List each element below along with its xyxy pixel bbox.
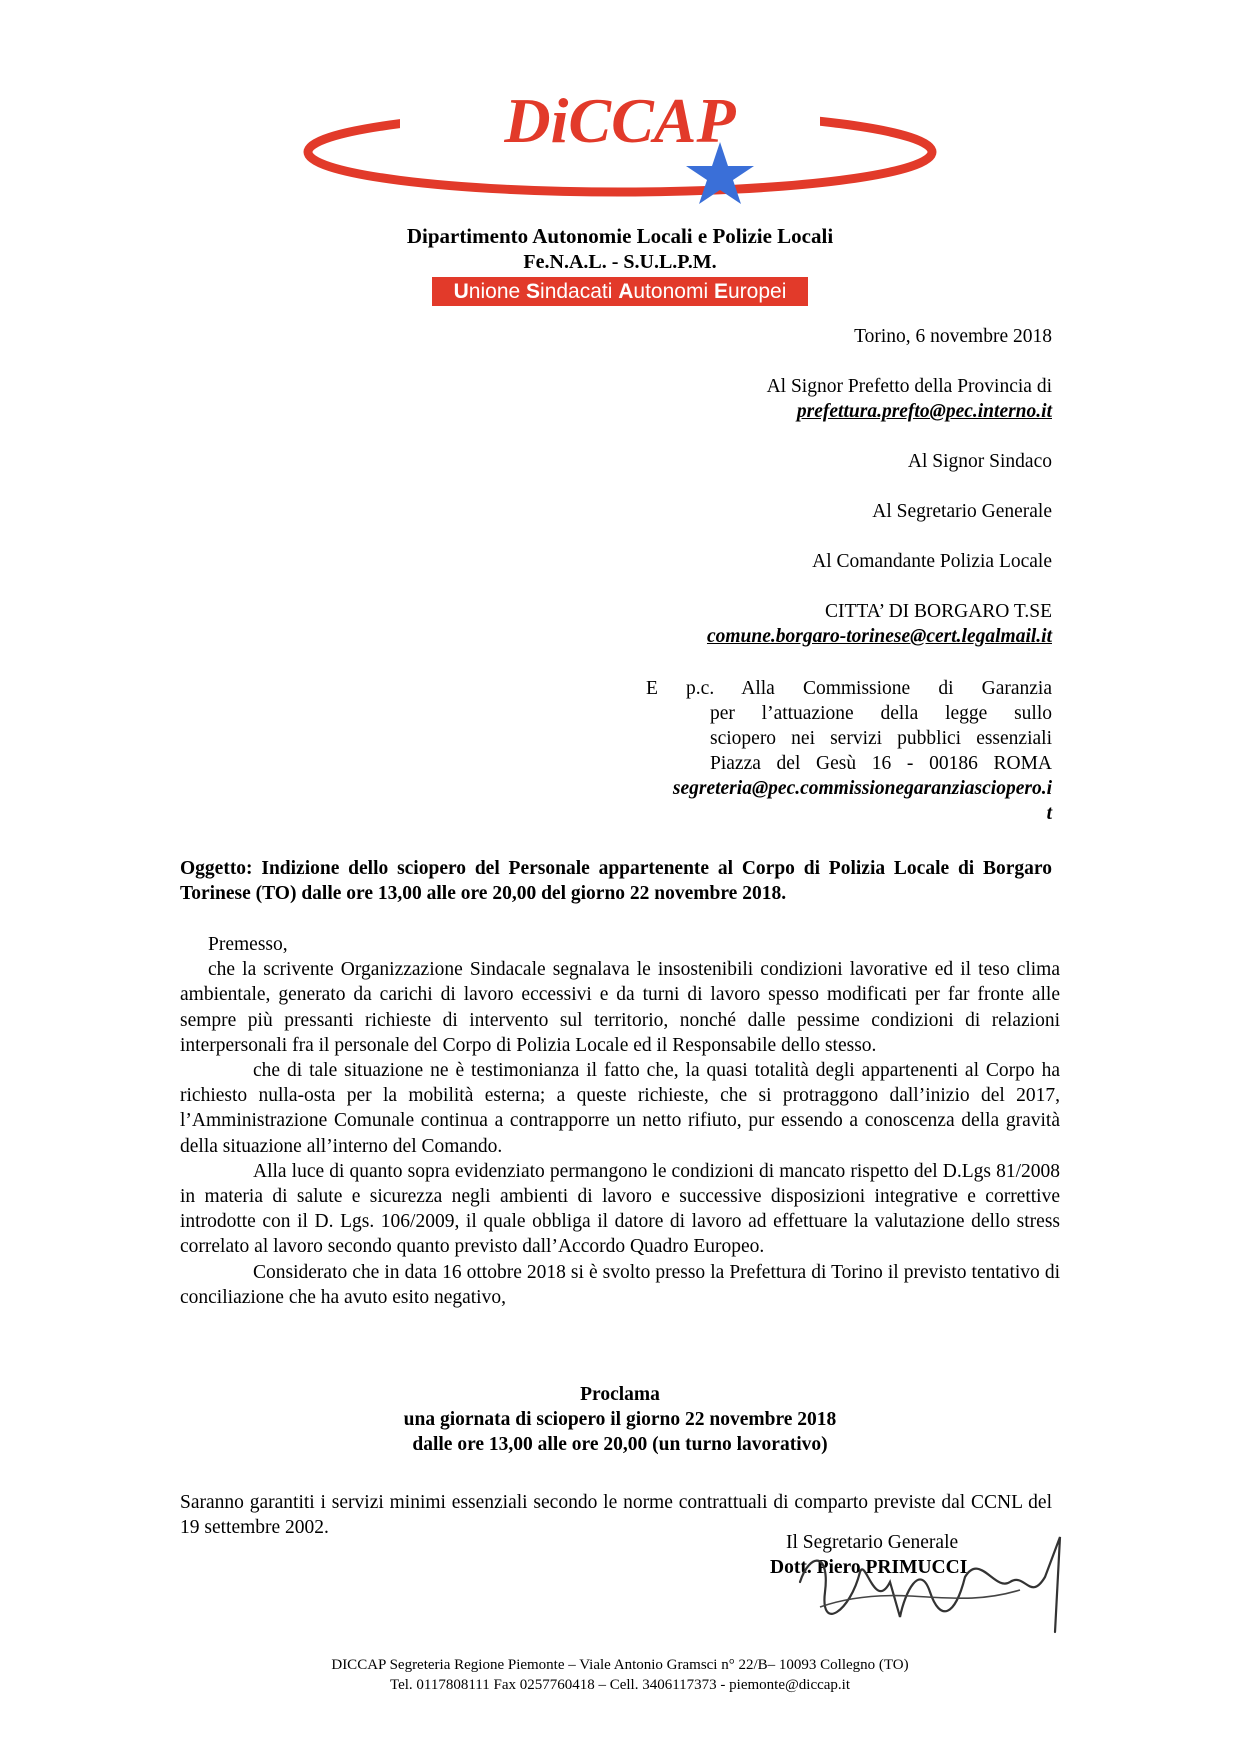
footer-contacts: Tel. 0117808111 Fax 0257760418 – Cell. 3406117373 - piemonte@diccap.it: [389, 1677, 851, 1693]
body-premesso: Premesso,: [208, 934, 288, 955]
epc-line: Piazza del Gesù 16 - 00186 ROMA: [710, 753, 1052, 774]
closing-paragraph: Saranno garantiti i servizi minimi essenziali secondo le norme contrattuali di comparto previste dal CCNL del 19 settembre 2002.: [180, 1492, 1052, 1538]
federation-name: Fe.N.A.L. - S.U.L.P.M.: [523, 251, 717, 273]
body-paragraph: che la scrivente Organizzazione Sindacale segnalava le insostenibili condizioni lavorative ed il teso clima ambientale, generato da carichi di lavoro eccessivi e da turni di lavoro spesso modificati per far fronte alle sempre più pressanti richieste di intervento sul territorio, nonché dalle pessime condizioni di relazioni interpersonali fra il personale del Corpo di Polizia Locale ed il Responsabile dello stesso.: [180, 959, 1060, 1056]
usae-word: Unione: [453, 280, 527, 303]
recipient-prefetto: Al Signor Prefetto della Provincia di: [766, 376, 1052, 397]
body-paragraph: Considerato che in data 16 ottobre 2018 si è svolto presso la Prefettura di Torino il previsto tentativo di conciliazione che ha avuto esito negativo,: [180, 1261, 1060, 1308]
epc-email-link-cont[interactable]: t: [1046, 803, 1052, 824]
proclama-line: dalle ore 13,00 alle ore 20,00 (un turno lavorativo): [412, 1434, 828, 1455]
signature-title: Il Segretario Generale: [786, 1532, 959, 1553]
signature-name: Dott. Piero PRIMUCCI: [770, 1557, 968, 1578]
proclama-block: [0, 1382, 1240, 1457]
usae-banner: [432, 277, 808, 306]
prefetto-email-link[interactable]: prefettura.prefto@pec.interno.it: [796, 401, 1052, 422]
letter-body: [180, 932, 1060, 1310]
diccap-logo: [300, 90, 940, 230]
department-name: Dipartimento Autonomie Locali e Polizie Locali: [406, 224, 834, 248]
letter-subject: Oggetto: Indizione dello sciopero del Personale appartenente al Corpo di Polizia Locale di Borgaro Torinese (TO) dalle ore 13,00 alle ore 20,00 del giorno 22 novembre 2018.: [180, 858, 1052, 904]
footer-address: DICCAP Segreteria Regione Piemonte – Viale Antonio Gramsci n° 22/B– 10093 Collegno (TO): [331, 1657, 909, 1673]
recipient-sindaco: Al Signor Sindaco: [907, 451, 1052, 472]
usae-word: Sindacati: [526, 280, 619, 303]
recipient-citta: CITTA’ DI BORGARO T.SE: [824, 601, 1052, 622]
recipient-comandante: Al Comandante Polizia Locale: [812, 551, 1052, 572]
letter-date: Torino, 6 novembre 2018: [854, 326, 1052, 347]
epc-line: per l’attuazione della legge sullo: [710, 703, 1052, 724]
proclama-title: Proclama: [580, 1384, 660, 1405]
logo-text: DiCCAP: [504, 90, 736, 156]
handwritten-signature: [780, 1522, 1080, 1642]
usae-word: Europei: [713, 280, 787, 303]
citta-email-link[interactable]: comune.borgaro-torinese@cert.legalmail.it: [706, 626, 1052, 647]
body-paragraph: che di tale situazione ne è testimonianza il fatto che, la quasi totalità degli appartenenti al Corpo ha richiesto nulla-osta per la mobilità esterna; a queste richieste, che si protraggono dall’inizio del 2017, l’Amministrazione Comunale continua a contrapporre un netto rifiuto, pur essendo a conoscenza della gravità della situazione all’interno del Comando.: [180, 1060, 1060, 1157]
body-paragraph: Alla luce di quanto sopra evidenziato permangono le condizioni di mancato rispetto del D.Lgs 81/2008 in materia di salute e sicurezza negli ambienti di lavoro e successive disposizioni integrative e correttive introdotte con il D. Lgs. 106/2009, il quale obbliga il datore di lavoro ad effettuare la valutazione dello stress correlato al lavoro secondo quanto previsto dall’Accordo Quadro Europeo.: [180, 1160, 1060, 1258]
epc-line: E p.c. Alla Commissione di Garanzia: [646, 678, 1052, 699]
proclama-line: una giornata di sciopero il giorno 22 novembre 2018: [403, 1409, 837, 1430]
epc-line: sciopero nei servizi pubblici essenziali: [710, 728, 1052, 749]
epc-email-link[interactable]: segreteria@pec.commissionegaranziasciopero.i: [672, 778, 1052, 799]
recipient-segretario: Al Segretario Generale: [872, 501, 1052, 522]
usae-word: Autonomi: [618, 280, 714, 303]
epc-block: [646, 676, 1052, 826]
